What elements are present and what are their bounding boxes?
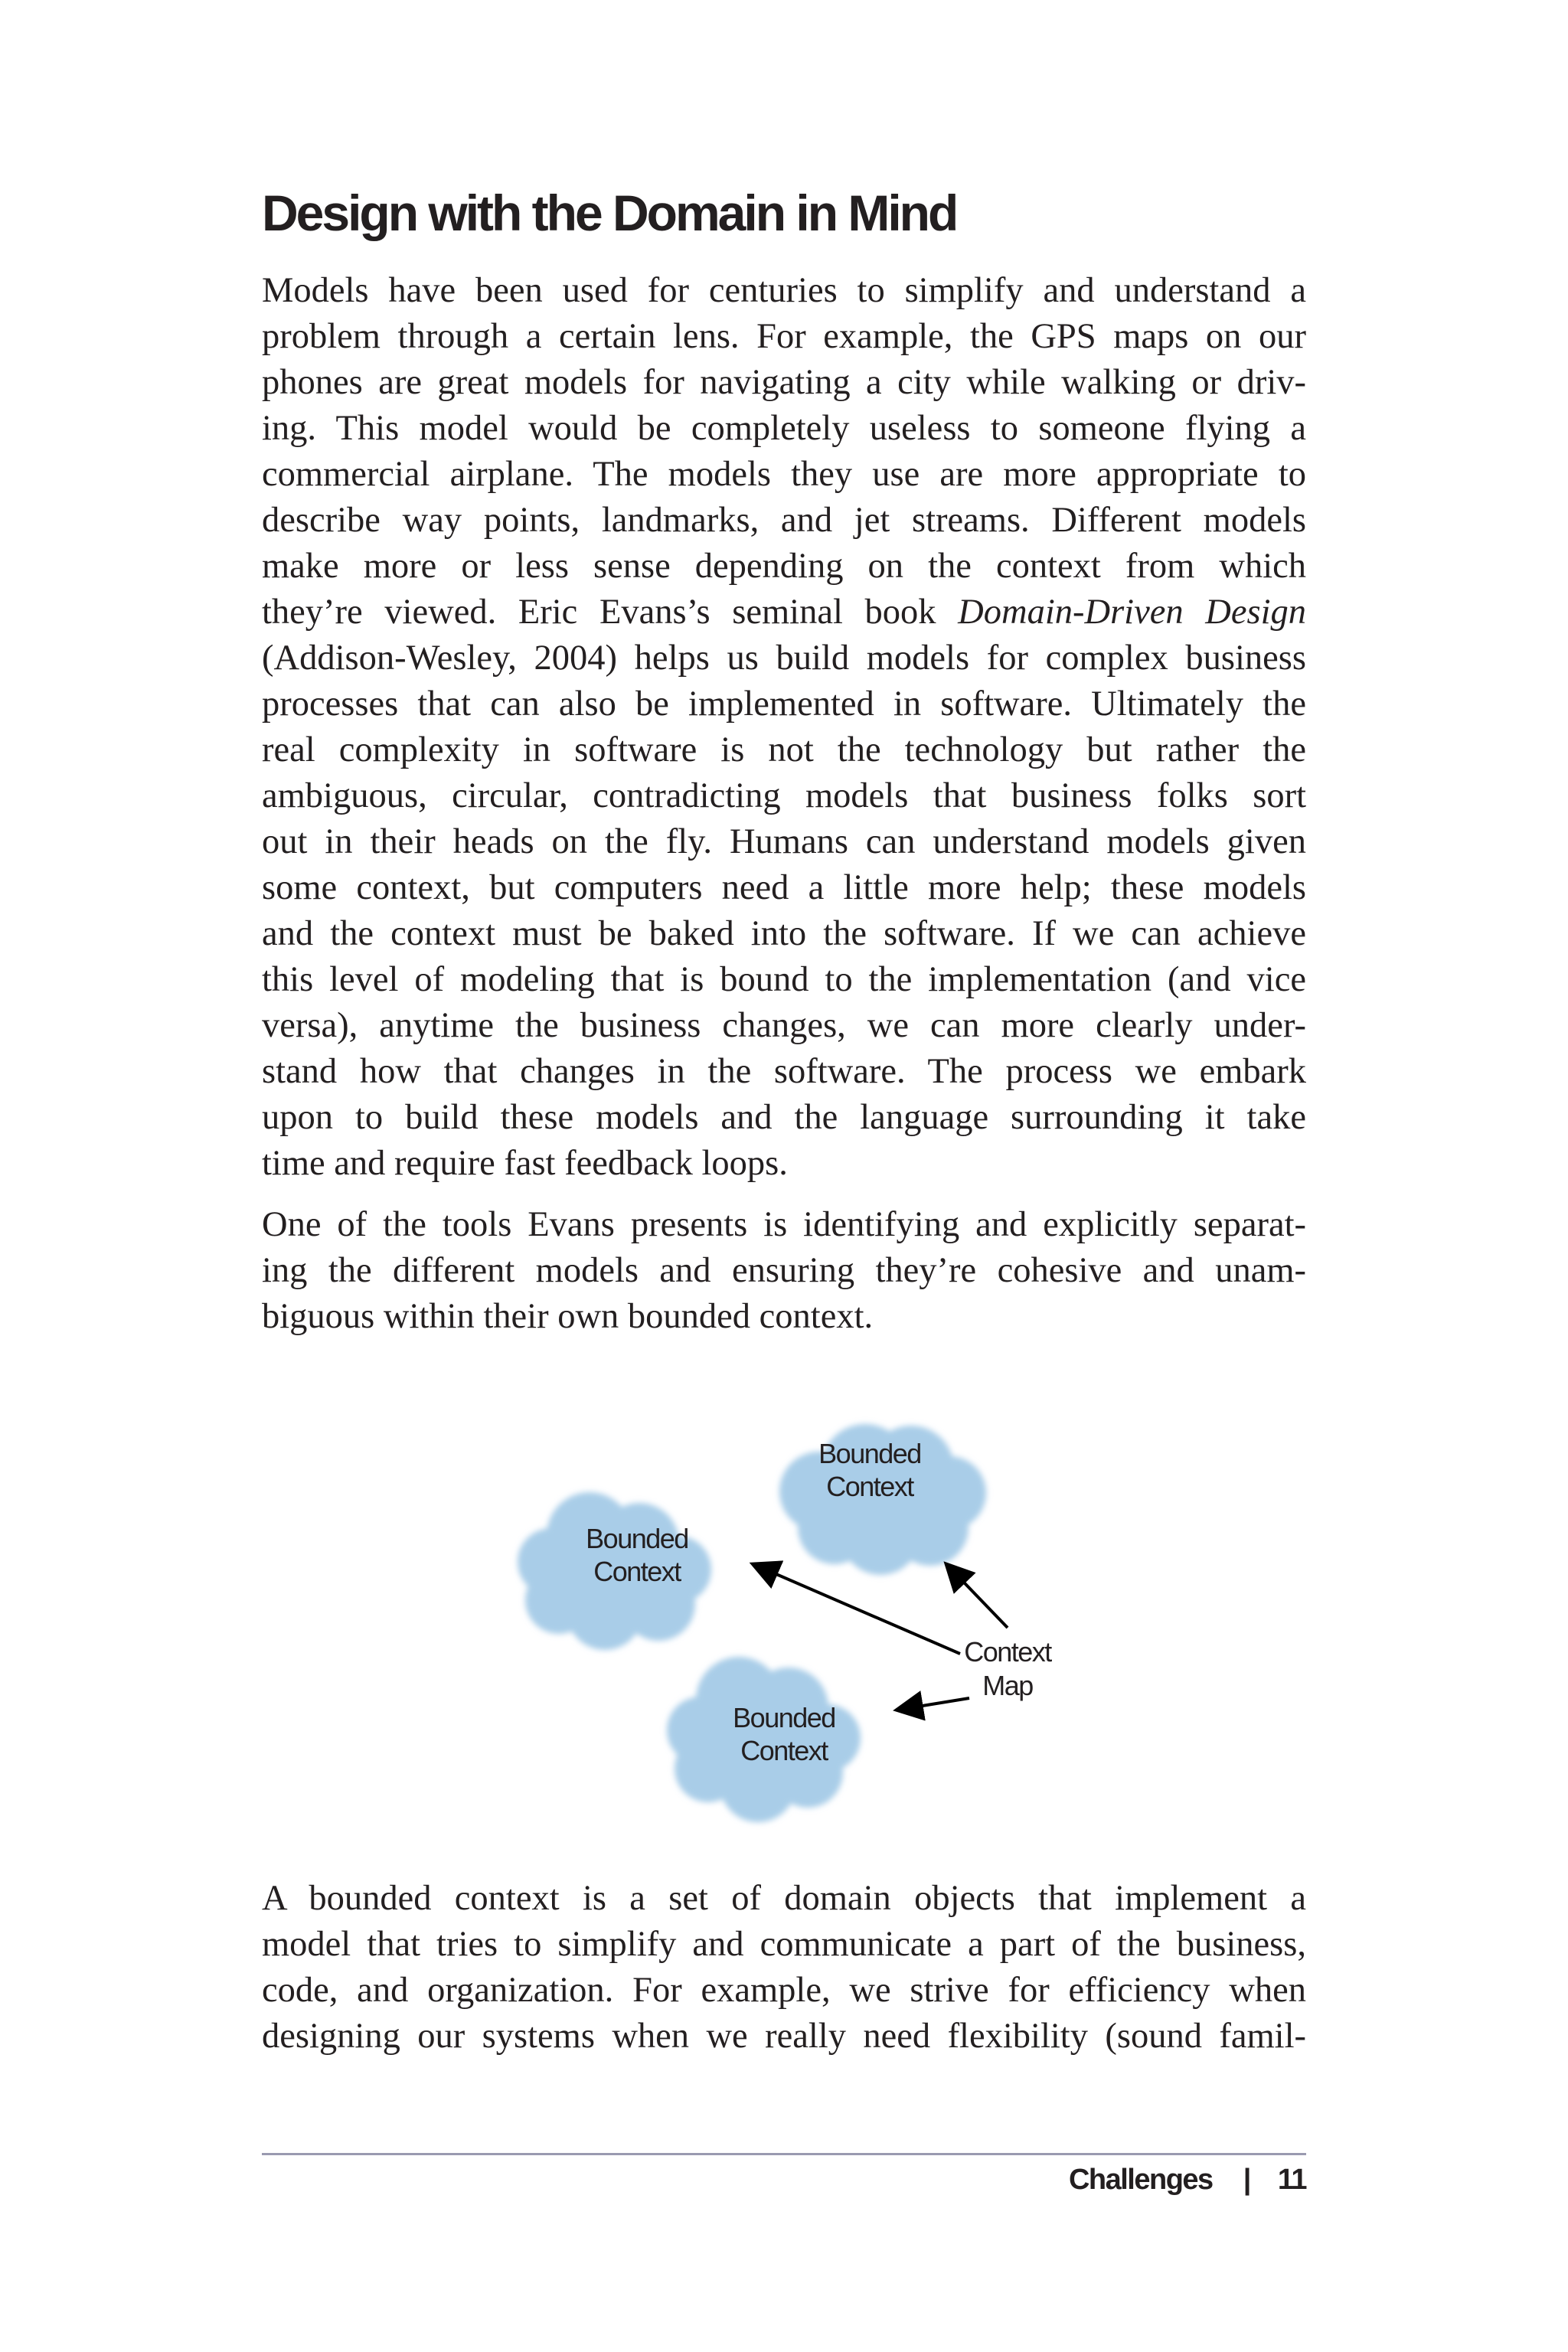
text-line: phones are great models for navigating a city while walking or driv- [262, 363, 1306, 402]
context-map-label-line1: Context [964, 1636, 1051, 1668]
cloud-label-line1: Bounded [586, 1523, 688, 1554]
text-line: ing the different models and ensuring they’re cohesive and unam- [262, 1251, 1306, 1290]
footer-rule [262, 2153, 1306, 2155]
context-map-label-line2: Map [982, 1670, 1033, 1701]
context-map-diagram [505, 1378, 1087, 1838]
page-footer [262, 2164, 1306, 2197]
text-line: real complexity in software is not the technology but rather the [262, 730, 1306, 769]
paragraph-bounded-context-definition [262, 1876, 1306, 2060]
text-line: model that tries to simplify and communicate a part of the business, [262, 1925, 1306, 1964]
text-line: describe way points, landmarks, and jet streams. Different models [262, 501, 1306, 540]
paragraph-domain-models [262, 268, 1306, 1187]
text-line: and the context must be baked into the software. If we can achieve [262, 914, 1306, 953]
text-line: ing. This model would be completely useless to someone flying a [262, 409, 1306, 448]
paragraph-bounded-context-intro [262, 1202, 1306, 1340]
text-line: some context, but computers need a little more help; these models [262, 868, 1306, 907]
text-line: problem through a certain lens. For example, the GPS maps on our [262, 317, 1306, 356]
text-fragment: they’re viewed. Eric Evans’s seminal book [262, 593, 959, 632]
arrow-to-bottom-cloud [899, 1698, 969, 1710]
text-line: Models have been used for centuries to simplify and understand a [262, 271, 1306, 310]
text-line: ambiguous, circular, contradicting models that business folks sort [262, 776, 1306, 815]
arrow-to-top-cloud [948, 1566, 1008, 1628]
text-line: make more or less sense depending on the context from which [262, 547, 1306, 586]
text-line: commercial airplane. The models they use are more appropriate to [262, 455, 1306, 494]
footer-separator: | [1243, 2164, 1250, 2196]
text-line: out in their heads on the fly. Humans can understand models given [262, 822, 1306, 861]
cloud-label-line1: Bounded [818, 1438, 921, 1469]
text-line: versa), anytime the business changes, we can more clearly under- [262, 1006, 1306, 1045]
section-heading: Design with the Domain in Mind [262, 185, 957, 241]
running-footer-title: Challenges [1068, 2164, 1213, 2196]
text-line: stand how that changes in the software. The process we embark [262, 1052, 1306, 1091]
bounded-context-cloud-bottom [667, 1657, 861, 1822]
text-line: time and require fast feedback loops. [262, 1144, 788, 1183]
text-line: (Addison-Wesley, 2004) helps us build models for complex business [262, 639, 1306, 678]
text-line: upon to build these models and the language surrounding it take [262, 1098, 1306, 1137]
cloud-label-line2: Context [740, 1735, 828, 1766]
arrow-to-left-cloud [755, 1565, 960, 1654]
book-title: Domain-Driven Design [958, 593, 1306, 632]
text-line: processes that can also be implemented in software. Ultimately the [262, 684, 1306, 724]
bounded-context-cloud-top [779, 1424, 986, 1575]
text-line: A bounded context is a set of domain objects that implement a [262, 1879, 1306, 1918]
cloud-label-line2: Context [826, 1471, 913, 1502]
cloud-label-line2: Context [593, 1556, 681, 1587]
page-number: 11 [1277, 2164, 1306, 2196]
text-line [262, 590, 1306, 635]
text-line: code, and organization. For example, we strive for efficiency when [262, 1971, 1306, 2010]
bounded-context-cloud-left [518, 1492, 711, 1650]
text-line: this level of modeling that is bound to the implementation (and vice [262, 960, 1306, 999]
text-line: One of the tools Evans presents is identifying and explicitly separat- [262, 1205, 1306, 1244]
text-line: biguous within their own bounded context. [262, 1297, 874, 1336]
context-map-figure [505, 1378, 1087, 1838]
text-line: designing our systems when we really need flexibility (sound famil- [262, 2017, 1306, 2056]
cloud-label-line1: Bounded [733, 1702, 835, 1733]
